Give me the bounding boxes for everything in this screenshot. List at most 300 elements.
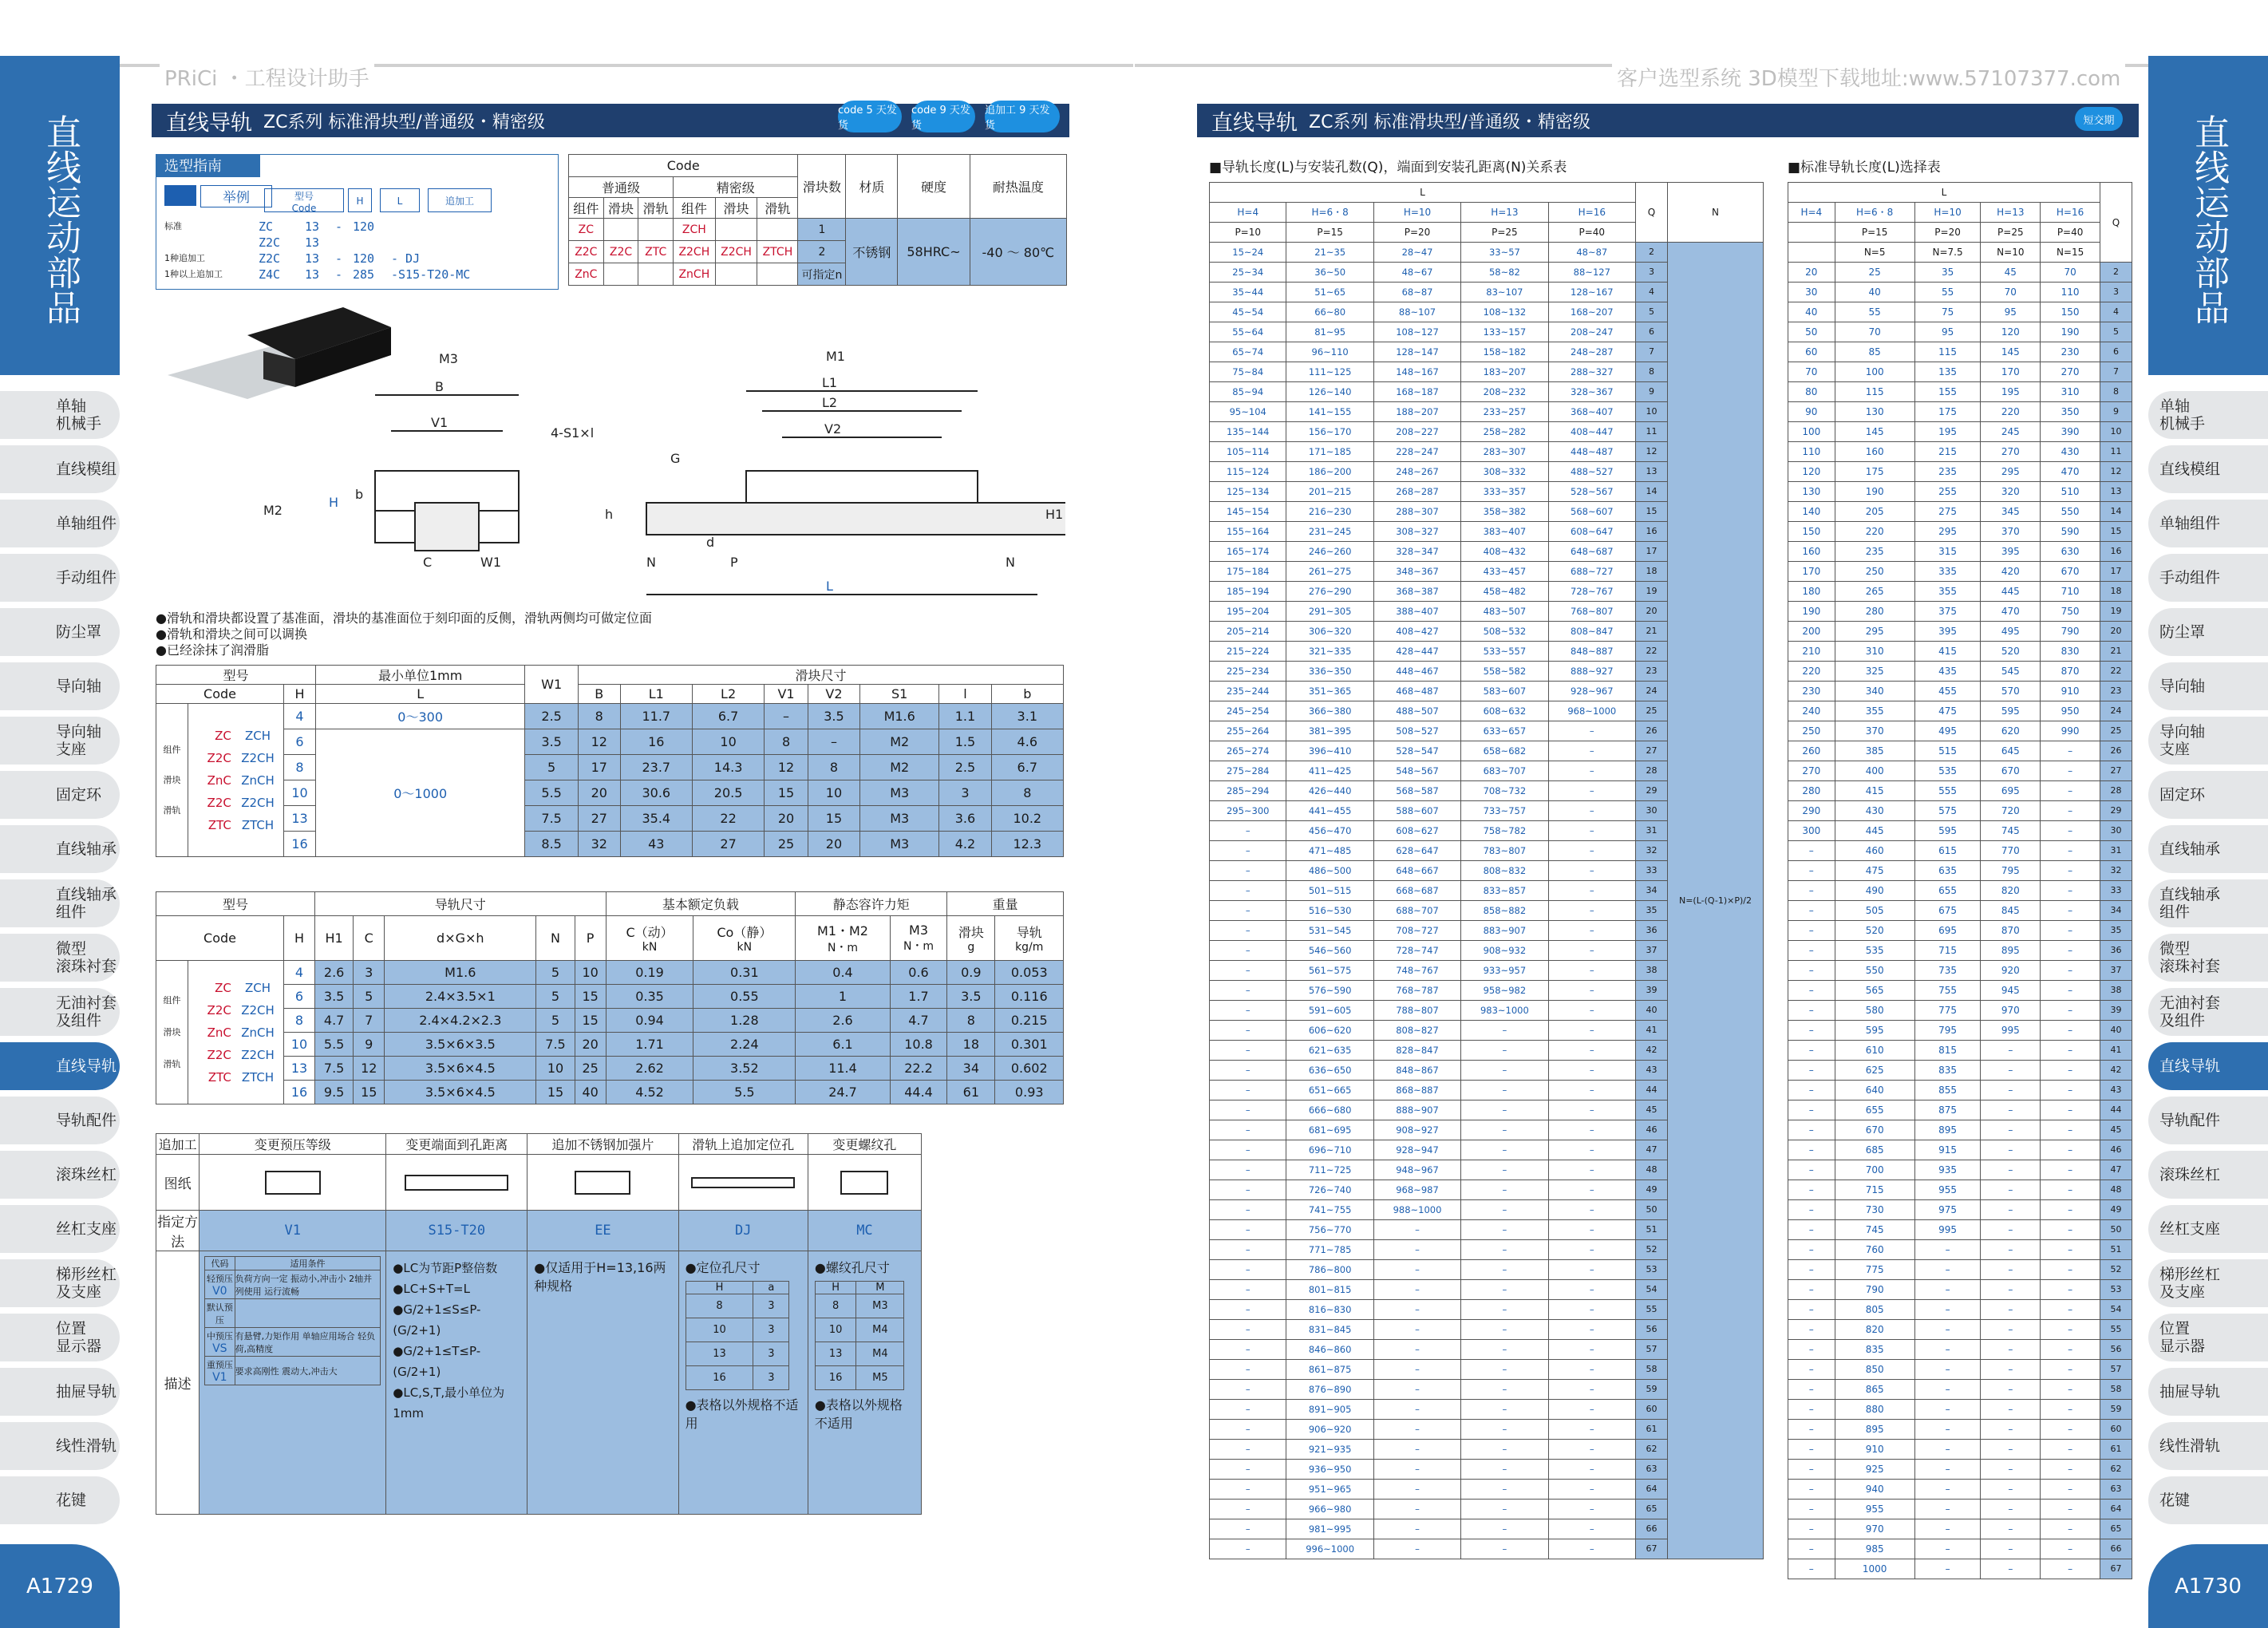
std-cell: 875 xyxy=(1914,1100,1981,1120)
std-cell: – xyxy=(1788,941,1835,961)
code-cell: ZTC xyxy=(638,241,674,263)
range-cell: 568~607 xyxy=(1548,502,1635,522)
q-cell: 14 xyxy=(1636,482,1668,502)
std-cell: 75 xyxy=(1914,302,1981,322)
std-cell: 290 xyxy=(1788,801,1835,821)
locate-hole-drawing xyxy=(678,1155,808,1211)
range-cell: 306~320 xyxy=(1286,622,1373,642)
range-cell: 528~567 xyxy=(1548,482,1635,502)
temp-header: 耐热温度 xyxy=(970,155,1066,219)
value-cell: 8 xyxy=(991,780,1063,806)
range-cell: 831~845 xyxy=(1286,1320,1373,1340)
sidebar-item-3[interactable]: 手动组件 xyxy=(0,554,120,602)
code-subheader: 滑轨 xyxy=(757,198,798,219)
q-cell: 42 xyxy=(1636,1041,1668,1061)
sidebar-item-2[interactable]: 单轴组件 xyxy=(2148,500,2268,547)
std-cell: – xyxy=(1981,1081,2041,1100)
range-cell: 83~107 xyxy=(1461,283,1548,302)
std-cell: 835 xyxy=(1914,1061,1981,1081)
std-cell: 820 xyxy=(1835,1320,1914,1340)
std-cell: – xyxy=(1981,1041,2041,1061)
p-header: P=15 xyxy=(1286,223,1373,243)
thread-drawing xyxy=(808,1155,921,1211)
range-cell: – xyxy=(1548,1100,1635,1120)
sidebar-item-12[interactable]: 直线导轨 xyxy=(0,1042,120,1090)
std-cell: 795 xyxy=(1914,1021,1981,1041)
std-cell: – xyxy=(1981,1539,2041,1559)
value-cell: 12 xyxy=(578,729,620,755)
l-header: L xyxy=(316,685,525,704)
q-cell: 12 xyxy=(2100,462,2132,482)
range-cell: 848~867 xyxy=(1373,1061,1460,1081)
std-cell: 745 xyxy=(1835,1220,1914,1240)
range-cell: – xyxy=(1548,981,1635,1001)
std-cell: – xyxy=(1788,1100,1835,1120)
sidebar-item-15[interactable]: 丝杠支座 xyxy=(0,1205,120,1253)
value-cell: 0.93 xyxy=(995,1081,1064,1104)
std-cell: 415 xyxy=(1835,781,1914,801)
range-cell: 758~782 xyxy=(1461,821,1548,841)
sidebar-item-0[interactable]: 单轴 机械手 xyxy=(2148,391,2268,439)
thread-title: ●螺纹孔尺寸 xyxy=(814,1260,890,1275)
q-cell: 17 xyxy=(1636,542,1668,562)
value-cell: 8 xyxy=(765,729,808,755)
range-cell: 771~785 xyxy=(1286,1240,1373,1260)
sidebar-item-0[interactable]: 单轴 机械手 xyxy=(0,391,120,439)
value-cell: 0.4 xyxy=(796,961,891,985)
range-cell: 426~440 xyxy=(1286,781,1373,801)
guide-row-l xyxy=(353,235,385,251)
sidebar-item-6[interactable]: 导向轴 支座 xyxy=(2148,717,2268,765)
sidebar-item-18[interactable]: 抽屉导轨 xyxy=(0,1368,120,1416)
q-cell: 20 xyxy=(1636,602,1668,622)
range-cell: – xyxy=(1210,1340,1286,1360)
sidebar-item-10[interactable]: 微型 滚珠衬套 xyxy=(2148,934,2268,982)
preload-cond: 负荷方向一定 振动小,冲击小 2轴并列使用 运行流畅 xyxy=(235,1270,381,1299)
std-cell: 620 xyxy=(1981,721,2041,741)
std-cell: – xyxy=(1788,981,1835,1001)
std-cell: 455 xyxy=(1914,682,1981,701)
std-cell: 830 xyxy=(2041,642,2100,662)
value-cell: M3 xyxy=(860,780,939,806)
sidebar-item-1[interactable]: 直线模组 xyxy=(0,445,120,493)
locate-v: 3 xyxy=(753,1342,789,1366)
std-cell: – xyxy=(1914,1400,1981,1420)
std-cell: 235 xyxy=(1914,462,1981,482)
range-cell: 508~527 xyxy=(1373,721,1460,741)
sidebar-item-10[interactable]: 微型 滚珠衬套 xyxy=(0,934,120,982)
col-header: L2 xyxy=(692,685,764,704)
std-cell: 325 xyxy=(1835,662,1914,682)
range-cell: 183~207 xyxy=(1461,362,1548,382)
std-cell: – xyxy=(2041,961,2100,981)
thread-foot: ●表格以外规格不适用 xyxy=(814,1397,903,1431)
sidebar-item-20[interactable]: 花键 xyxy=(2148,1476,2268,1524)
std-cell: 940 xyxy=(1835,1480,1914,1500)
col-name: H1 xyxy=(325,931,343,946)
h-header: H=13 xyxy=(1461,203,1548,223)
preload-code-value: VS xyxy=(212,1342,227,1355)
range-cell: 188~207 xyxy=(1373,402,1460,422)
value-cell: 25 xyxy=(575,1057,606,1081)
range-cell: 958~982 xyxy=(1461,981,1548,1001)
range-cell: 408~447 xyxy=(1548,422,1635,442)
std-cell: 490 xyxy=(1835,881,1914,901)
code-cell xyxy=(757,219,798,241)
std-cell: 395 xyxy=(1981,542,2041,562)
sidebar-item-20[interactable]: 花键 xyxy=(0,1476,120,1524)
std-cell: 230 xyxy=(2041,342,2100,362)
range-cell: – xyxy=(1461,1120,1548,1140)
range-cell: 265~274 xyxy=(1210,741,1286,761)
code-normal: ZC xyxy=(215,980,231,995)
delivery-badges xyxy=(838,101,1060,132)
std-cell: 110 xyxy=(1788,442,1835,462)
range-cell: 15~24 xyxy=(1210,243,1286,263)
range-cell: 133~157 xyxy=(1461,322,1548,342)
value-cell: 2.4×3.5×1 xyxy=(385,985,536,1009)
std-cell: 35 xyxy=(1914,263,1981,283)
std-cell: – xyxy=(2041,1539,2100,1559)
drawing-label: 图纸 xyxy=(156,1155,200,1211)
range-cell: 648~687 xyxy=(1548,542,1635,562)
sidebar-item-19[interactable]: 线性滑轨 xyxy=(2148,1422,2268,1470)
sidebar-item-6[interactable]: 导向轴 支座 xyxy=(0,717,120,765)
sidebar-item-11[interactable]: 无油衬套 及组件 xyxy=(0,988,120,1036)
sidebar-item-9[interactable]: 直线轴承 组件 xyxy=(2148,879,2268,927)
range-cell: – xyxy=(1461,1081,1548,1100)
std-cell: 370 xyxy=(1981,522,2041,542)
std-cell: – xyxy=(2041,841,2100,861)
value-cell: 8.5 xyxy=(525,832,579,857)
q-cell: 49 xyxy=(1636,1180,1668,1200)
std-cell: 820 xyxy=(1981,881,2041,901)
range-cell: 388~407 xyxy=(1373,602,1460,622)
range-cell: 621~635 xyxy=(1286,1041,1373,1061)
std-cell: 55 xyxy=(1914,283,1981,302)
p-header: P=20 xyxy=(1373,223,1460,243)
q-cell: 20 xyxy=(2100,622,2132,642)
sidebar-item-17[interactable]: 位置 显示器 xyxy=(0,1314,120,1361)
locate-v: 10 xyxy=(686,1318,753,1342)
std-cell: 190 xyxy=(1788,602,1835,622)
std-cell: 545 xyxy=(1981,662,2041,682)
load-header: 基本额定负载 xyxy=(606,892,796,916)
preload-level: 中预压 xyxy=(206,1330,233,1342)
sidebar-item-7[interactable]: 固定环 xyxy=(0,771,120,819)
q-cell: 22 xyxy=(2100,662,2132,682)
std-cell: 470 xyxy=(2041,462,2100,482)
code-precise: ZnCH xyxy=(241,1025,275,1040)
range-cell: 258~282 xyxy=(1461,422,1548,442)
addon-header: 追加不锈钢加强片 xyxy=(527,1134,678,1155)
thread-v: M5 xyxy=(856,1366,904,1390)
thread-v: 16 xyxy=(815,1366,855,1390)
sidebar-item-14[interactable]: 滚珠丝杠 xyxy=(0,1151,120,1199)
sidebar-item-7[interactable]: 固定环 xyxy=(2148,771,2268,819)
std-cell: 910 xyxy=(1835,1440,1914,1460)
range-cell: – xyxy=(1461,1440,1548,1460)
value-cell: 6.7 xyxy=(991,755,1063,780)
range-cell: 105~114 xyxy=(1210,442,1286,462)
sidebar-item-11[interactable]: 无油衬套 及组件 xyxy=(2148,988,2268,1036)
range-cell: 291~305 xyxy=(1286,602,1373,622)
range-cell: – xyxy=(1210,1160,1286,1180)
value-cell: 5 xyxy=(536,961,575,985)
std-cell: 670 xyxy=(1981,761,2041,781)
std-cell: 735 xyxy=(1914,961,1981,981)
sidebar-item-13[interactable]: 导轨配件 xyxy=(0,1097,120,1144)
std-cell: – xyxy=(2041,821,2100,841)
std-cell: 245 xyxy=(1981,422,2041,442)
moment-header: 静态容许力矩 xyxy=(796,892,947,916)
sidebar-item-18[interactable]: 抽屉导轨 xyxy=(2148,1368,2268,1416)
std-cell: 155 xyxy=(1914,382,1981,402)
range-cell: 728~747 xyxy=(1373,941,1460,961)
std-cell: 275 xyxy=(1914,502,1981,522)
range-cell: 531~545 xyxy=(1286,921,1373,941)
std-cell: – xyxy=(2041,1200,2100,1220)
p-header: P=40 xyxy=(2041,223,2100,243)
value-cell: 3.5 xyxy=(314,985,353,1009)
code-cell: Z2CH xyxy=(674,241,716,263)
std-cell: – xyxy=(2041,1220,2100,1240)
range-cell: 145~154 xyxy=(1210,502,1286,522)
std-cell: – xyxy=(1788,1559,1835,1579)
range-cell: 195~204 xyxy=(1210,602,1286,622)
range-cell: 231~245 xyxy=(1286,522,1373,542)
addon-code: EE xyxy=(527,1211,678,1251)
range-cell: – xyxy=(1548,1081,1635,1100)
left-sidebar xyxy=(0,0,120,1628)
sidebar-item-9[interactable]: 直线轴承 组件 xyxy=(0,879,120,927)
range-cell: – xyxy=(1548,1420,1635,1440)
endhole-line: ●G/2+1≤S≤P-(G/2+1) xyxy=(393,1302,481,1338)
std-cell: 510 xyxy=(2041,482,2100,502)
range-cell: 501~515 xyxy=(1286,881,1373,901)
range-cell: 801~815 xyxy=(1286,1280,1373,1300)
range-cell: 208~232 xyxy=(1461,382,1548,402)
range-cell: 283~307 xyxy=(1461,442,1548,462)
endhole-line: ●LC,S,T,最小单位为1mm xyxy=(393,1385,505,1421)
sidebar-item-12[interactable]: 直线导轨 xyxy=(2148,1042,2268,1090)
range-cell: 428~447 xyxy=(1373,642,1460,662)
std-cell: – xyxy=(1981,1380,2041,1400)
range-cell: 628~647 xyxy=(1373,841,1460,861)
note-3: ●已经涂抹了润滑脂 xyxy=(156,642,269,658)
range-cell: 458~482 xyxy=(1461,582,1548,602)
q-cell: 63 xyxy=(2100,1480,2132,1500)
code-cell: ZCH xyxy=(674,219,716,241)
sidebar-item-8[interactable]: 直线轴承 xyxy=(0,825,120,873)
code-cell: ZTCH xyxy=(757,241,798,263)
range-cell: – xyxy=(1461,1460,1548,1480)
std-cell: 715 xyxy=(1835,1180,1914,1200)
label-m2: M2 xyxy=(263,503,283,518)
q-header: Q xyxy=(2100,183,2132,263)
std-cell: – xyxy=(2041,1340,2100,1360)
guide-row-h: 13 xyxy=(305,267,320,282)
col-header xyxy=(796,916,891,961)
std-cell: – xyxy=(1914,1240,1981,1260)
std-cell: 220 xyxy=(1835,522,1914,542)
example-label: 举例 xyxy=(200,185,272,207)
sidebar-item-17[interactable]: 位置 显示器 xyxy=(2148,1314,2268,1361)
value-cell: 0.55 xyxy=(693,985,796,1009)
q-cell: 53 xyxy=(1636,1260,1668,1280)
std-cell: – xyxy=(2041,1280,2100,1300)
sidebar-item-8[interactable]: 直线轴承 xyxy=(2148,825,2268,873)
sidebar-item-16[interactable]: 梯形丝杠 及支座 xyxy=(0,1259,120,1307)
q-cell: 41 xyxy=(1636,1021,1668,1041)
std-cell: 985 xyxy=(1835,1539,1914,1559)
std-cell: – xyxy=(2041,1559,2100,1579)
value-cell: 2.24 xyxy=(693,1033,796,1057)
value-cell: 11.4 xyxy=(796,1057,891,1081)
q-cell: 65 xyxy=(1636,1500,1668,1519)
range-cell: 808~832 xyxy=(1461,861,1548,881)
sidebar-item-3[interactable]: 手动组件 xyxy=(2148,554,2268,602)
selection-guide xyxy=(156,154,559,290)
label-l2: L2 xyxy=(822,395,838,410)
std-cell: 375 xyxy=(1914,602,1981,622)
std-cell: – xyxy=(2041,1100,2100,1120)
length-hole-table xyxy=(1209,182,1764,1559)
material-cell: 不锈钢 xyxy=(846,219,898,286)
preload-code xyxy=(205,1357,235,1385)
std-cell: 145 xyxy=(1835,422,1914,442)
sidebar-item-14[interactable]: 滚珠丝杠 xyxy=(2148,1151,2268,1199)
sidebar-item-4[interactable]: 防尘罩 xyxy=(2148,608,2268,656)
range-cell: – xyxy=(1210,1061,1286,1081)
std-cell: – xyxy=(1981,1519,2041,1539)
sidebar-item-5[interactable]: 导向轴 xyxy=(0,662,120,710)
range-cell: – xyxy=(1210,941,1286,961)
right-page-number: A1730 xyxy=(2148,1544,2268,1628)
guide-row-dash: - xyxy=(335,267,343,282)
col-name: 导轨 xyxy=(1016,925,1042,940)
h-cell: 13 xyxy=(284,806,316,832)
std-cell: – xyxy=(1788,1360,1835,1380)
plate-desc: ●仅适用于H=13,16两种规格 xyxy=(527,1251,678,1515)
h-header: H=6・8 xyxy=(1835,203,1914,223)
p-header: P=10 xyxy=(1210,223,1286,243)
range-cell: 85~94 xyxy=(1210,382,1286,402)
std-cell: 970 xyxy=(1981,1001,2041,1021)
range-cell: – xyxy=(1548,1041,1635,1061)
sidebar-item-5[interactable]: 导向轴 xyxy=(2148,662,2268,710)
group-label: 滑轨 xyxy=(163,1058,181,1069)
sidebar-item-4[interactable]: 防尘罩 xyxy=(0,608,120,656)
header-brand: PRiCi ・工程设计助手 xyxy=(160,62,374,92)
q-cell: 3 xyxy=(2100,283,2132,302)
std-cell: 495 xyxy=(1914,721,1981,741)
std-cell: – xyxy=(1788,1400,1835,1420)
q-cell: 64 xyxy=(1636,1480,1668,1500)
range-cell: 333~357 xyxy=(1461,482,1548,502)
std-cell: – xyxy=(1914,1420,1981,1440)
range-cell: 201~215 xyxy=(1286,482,1373,502)
range-cell: 471~485 xyxy=(1286,841,1373,861)
computer-icon xyxy=(164,185,196,206)
col-header: b xyxy=(991,685,1063,704)
q-cell: 23 xyxy=(2100,682,2132,701)
q-cell: 22 xyxy=(1636,642,1668,662)
guide-row-addon: - DJ xyxy=(391,251,421,266)
value-cell: 15 xyxy=(575,1009,606,1033)
hardness-header: 硬度 xyxy=(898,155,970,219)
std-cell: 895 xyxy=(1835,1420,1914,1440)
q-cell: 8 xyxy=(2100,382,2132,402)
label-c: C xyxy=(423,555,433,570)
locate-desc xyxy=(678,1251,808,1515)
range-cell: – xyxy=(1210,1200,1286,1220)
q-cell: 66 xyxy=(2100,1539,2132,1559)
n-header: N=7.5 xyxy=(1914,243,1981,263)
label-p: P xyxy=(730,555,738,570)
preload-cond xyxy=(235,1299,381,1328)
range-cell: 788~807 xyxy=(1373,1001,1460,1021)
std-cell: – xyxy=(2041,861,2100,881)
range-cell: 48~87 xyxy=(1548,243,1635,263)
sidebar-item-1[interactable]: 直线模组 xyxy=(2148,445,2268,493)
spec-label: 指定方法 xyxy=(156,1211,200,1251)
range-cell: 996~1000 xyxy=(1286,1539,1373,1559)
value-cell: 15 xyxy=(354,1081,385,1104)
std-cell: 520 xyxy=(1981,642,2041,662)
value-cell: 43 xyxy=(620,832,692,857)
sidebar-item-13[interactable]: 导轨配件 xyxy=(2148,1097,2268,1144)
normal-grade-header: 普通级 xyxy=(569,177,674,198)
l-box: L xyxy=(380,188,420,212)
value-cell: 1.1 xyxy=(939,704,991,729)
q-cell: 40 xyxy=(2100,1021,2132,1041)
value-cell: 10 xyxy=(808,780,859,806)
value-cell: M1.6 xyxy=(860,704,939,729)
sidebar-item-2[interactable]: 单轴组件 xyxy=(0,500,120,547)
h-cell: 8 xyxy=(284,755,316,780)
std-cell: – xyxy=(2041,1360,2100,1380)
std-cell: 120 xyxy=(1788,462,1835,482)
range-cell: 728~767 xyxy=(1548,582,1635,602)
std-cell: – xyxy=(1981,1300,2041,1320)
std-cell: 120 xyxy=(1981,322,2041,342)
range-cell: 126~140 xyxy=(1286,382,1373,402)
code-precise: Z2CH xyxy=(241,1047,275,1062)
std-cell: – xyxy=(2041,1400,2100,1420)
q-cell: 27 xyxy=(1636,741,1668,761)
range-cell: – xyxy=(1461,1380,1548,1400)
q-cell: 43 xyxy=(1636,1061,1668,1081)
range-cell: – xyxy=(1461,1480,1548,1500)
sidebar-item-16[interactable]: 梯形丝杠 及支座 xyxy=(2148,1259,2268,1307)
std-cell: 310 xyxy=(1835,642,1914,662)
range-cell: 636~650 xyxy=(1286,1061,1373,1081)
sidebar-item-15[interactable]: 丝杠支座 xyxy=(2148,1205,2268,1253)
sidebar-item-19[interactable]: 线性滑轨 xyxy=(0,1422,120,1470)
range-cell: 748~767 xyxy=(1373,961,1460,981)
value-cell: 0.301 xyxy=(995,1033,1064,1057)
endhole-line: ●LC+S+T=L xyxy=(393,1282,470,1296)
h-cell: 4 xyxy=(284,961,315,985)
range-cell: – xyxy=(1548,1519,1635,1539)
range-cell: 168~207 xyxy=(1548,302,1635,322)
code-normal: Z2C xyxy=(207,1047,231,1062)
range-cell: 411~425 xyxy=(1286,761,1373,781)
range-cell: 808~847 xyxy=(1548,622,1635,642)
q-cell: 24 xyxy=(1636,682,1668,701)
range-cell: – xyxy=(1548,1120,1635,1140)
